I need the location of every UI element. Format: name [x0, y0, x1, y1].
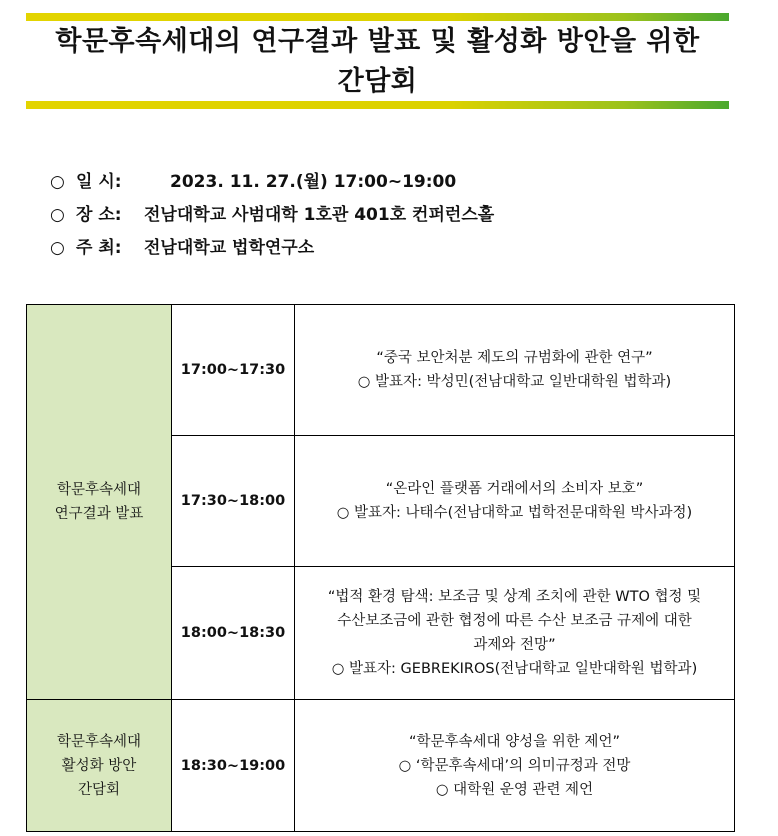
session-detail: [295, 700, 735, 832]
session-title-line: “법적 환경 탐색: 보조금 및 상계 조치에 관한 WTO 협정 및: [327, 589, 702, 605]
session-time: 17:30~18:00: [172, 436, 295, 567]
session-title: “중국 보안처분 제도의 규범화에 관한 연구”: [376, 350, 653, 366]
info-venue: [50, 203, 494, 227]
category-line: 학문후속세대: [56, 733, 142, 750]
category-line: 학문후속세대: [56, 482, 142, 498]
info-host: [50, 236, 314, 260]
session-time: 17:00~17:30: [172, 305, 295, 436]
schedule-table: [26, 304, 735, 832]
session-presenter: ○ 발표자: 나태수(전남대학교 법학전문대학원 박사과정): [336, 505, 693, 521]
title-line-1: 학문후속세대의 연구결과 발표 및 활성화 방안을 위한: [55, 26, 700, 57]
session-time: 18:00~18:30: [172, 567, 295, 700]
title-bottom-bar: [26, 101, 729, 109]
session-title-line: 수산보조금에 관한 협정에 따른 수산 보조금 규제에 대한: [337, 613, 692, 629]
info-label: 일 시:: [76, 172, 122, 192]
circle-bullet-icon: ○: [50, 205, 65, 225]
session-presenter: ○ 발표자: GEBREKIROS(전남대학교 일반대학원 법학과): [331, 661, 698, 677]
category-cell-discussion: [27, 700, 172, 832]
session-presenter: ○ 발표자: 박성민(전남대학교 일반대학원 법학과): [357, 374, 672, 390]
category-cell-presentation: [27, 305, 172, 700]
discussion-item: ○ 대학원 운영 관련 제언: [435, 781, 594, 798]
info-label: 장 소:: [76, 205, 122, 225]
session-title: “학문후속세대 양성을 위한 제언”: [409, 733, 620, 750]
title-line-2: 간담회: [337, 66, 418, 97]
circle-bullet-icon: ○: [50, 172, 65, 192]
info-value: 전남대학교 법학연구소: [144, 238, 315, 258]
title-top-bar: [26, 13, 729, 21]
info-date: [50, 170, 456, 194]
discussion-item: ○ ‘학문후속세대’의 의미규정과 전망: [398, 757, 631, 774]
category-line: 간담회: [77, 781, 121, 798]
circle-bullet-icon: ○: [50, 238, 65, 258]
session-time: 18:30~19:00: [172, 700, 295, 832]
session-title: “온라인 플랫폼 거래에서의 소비자 보호”: [385, 481, 644, 497]
category-line: 연구결과 발표: [54, 506, 144, 522]
page-title: [26, 22, 729, 102]
session-detail: [295, 567, 735, 700]
info-value: 2023. 11. 27.(월) 17:00~19:00: [170, 172, 457, 192]
session-title-line: 과제와 전망”: [473, 637, 556, 653]
info-value: 전남대학교 사범대학 1호관 401호 컨퍼런스홀: [144, 205, 495, 225]
session-detail: [295, 436, 735, 567]
table-row: [27, 305, 735, 436]
session-detail: [295, 305, 735, 436]
category-line: 활성화 방안: [61, 757, 137, 774]
table-row: [27, 700, 735, 832]
info-label: 주 최:: [76, 238, 122, 258]
